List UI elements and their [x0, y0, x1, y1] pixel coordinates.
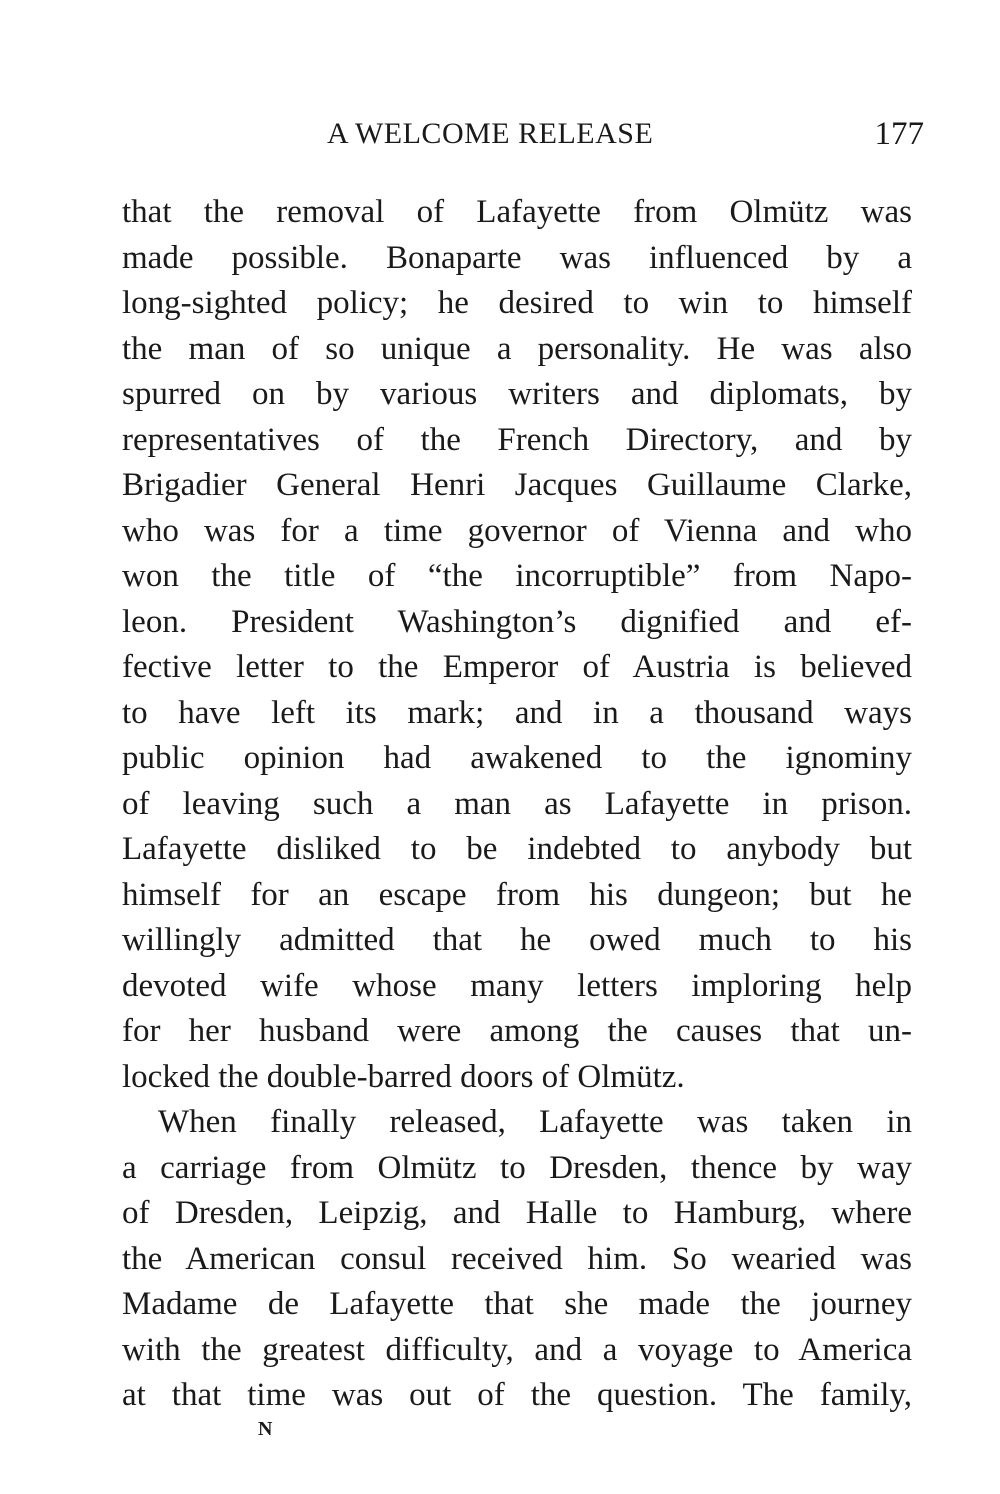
text-line: won the title of “the incorruptible” from Napo-: [122, 558, 912, 594]
text-line: leon. President Washington’s dignified and ef-: [122, 603, 912, 640]
text-line: devoted wife whose many letters imploring help: [122, 967, 912, 1004]
body-text: [122, 190, 912, 1419]
text-line: himself for an escape from his dungeon; but he: [122, 876, 912, 913]
page-number: 177: [874, 116, 924, 152]
text-line: long-sighted policy; he desired to win to himself: [122, 285, 912, 321]
running-head: [122, 112, 932, 156]
text-line: Madame de Lafayette that she made the journey: [122, 1286, 912, 1322]
text-line: Lafayette disliked to be indebted to anybody but: [122, 831, 912, 867]
text-line: for her husband were among the causes that un-: [122, 1013, 912, 1049]
text-line: a carriage from Olmütz to Dresden, thence by way: [122, 1149, 912, 1186]
text-line: at that time was out of the question. The family,: [122, 1377, 912, 1413]
text-line: of leaving such a man as Lafayette in prison.: [122, 785, 912, 822]
text-line: spurred on by various writers and diplomats, by: [122, 376, 912, 412]
text-line: Brigadier General Henri Jacques Guillaume Clarke,: [122, 467, 912, 503]
text-line: When finally released, Lafayette was taken in: [158, 1104, 912, 1140]
paragraph-2: [122, 1100, 912, 1419]
text-line: fective letter to the Emperor of Austria is believed: [122, 649, 912, 685]
text-line: public opinion had awakened to the ignominy: [122, 740, 912, 776]
paragraph-1: [122, 190, 912, 1100]
signature-mark: N: [258, 1418, 274, 1440]
text-line: who was for a time governor of Vienna and who: [122, 512, 912, 549]
text-line: made possible. Bonaparte was influenced by a: [122, 239, 912, 276]
text-line: representatives of the French Directory, and by: [122, 421, 912, 458]
text-line: the man of so unique a personality. He was also: [122, 330, 912, 367]
text-line: with the greatest difficulty, and a voyage to America: [122, 1331, 912, 1368]
text-line: willingly admitted that he owed much to his: [122, 922, 912, 958]
text-line: of Dresden, Leipzig, and Halle to Hamburg, where: [122, 1195, 912, 1231]
text-line: to have left its mark; and in a thousand ways: [122, 694, 912, 731]
text-line: locked the double-barred doors of Olmütz.: [122, 1058, 685, 1095]
running-title: A WELCOME RELEASE: [327, 117, 654, 150]
text-line: that the removal of Lafayette from Olmütz was: [122, 194, 912, 230]
text-line: the American consul received him. So wearied was: [122, 1240, 912, 1277]
